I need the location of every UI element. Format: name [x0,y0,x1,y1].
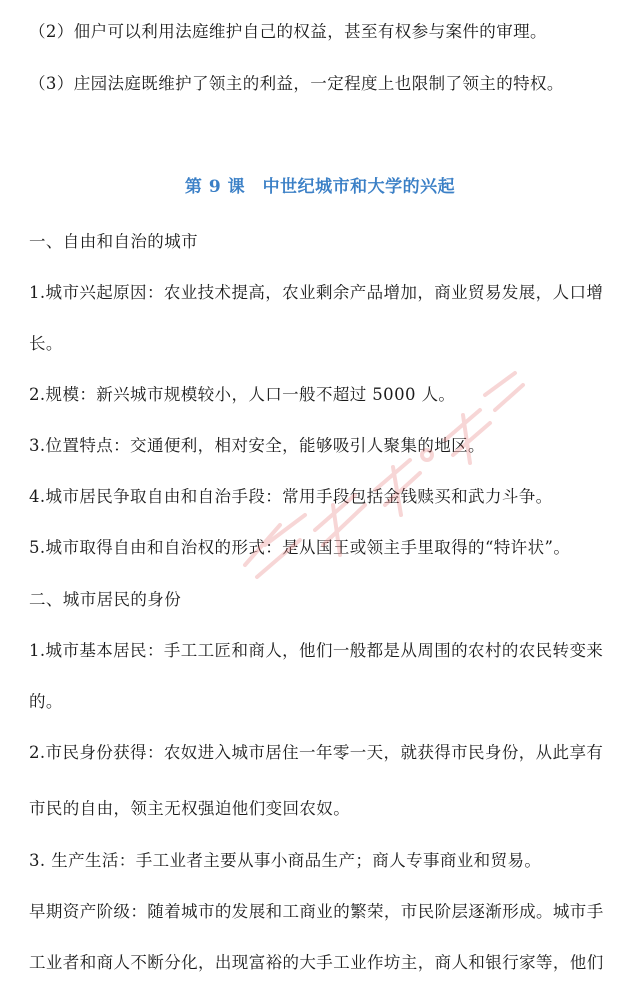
paragraph-line: 4.城市居民争取自由和自治手段：常用手段包括金钱赎买和武力斗争。 [29,487,553,506]
paragraph-line: 2.规模：新兴城市规模较小，人口一般不超过 5000 人。 [29,385,456,404]
section-heading: 二、城市居民的身份 [29,590,182,609]
paragraph-line: 5.城市取得自由和自治权的形式：是从国王或领主手里取得的“特许状”。 [29,538,571,557]
paragraph-line: 长。 [29,334,63,353]
paragraph-line: 3. 生产生活：手工业者主要从事小商品生产；商人专事商业和贸易。 [29,851,542,870]
section-heading: 一、自由和自治的城市 [29,232,198,251]
paragraph-line: 3.位置特点：交通便利，相对安全，能够吸引人聚集的地区。 [29,436,485,455]
paragraph-line: 早期资产阶级：随着城市的发展和工商业的繁荣，市民阶层逐渐形成。城市手 [29,902,604,921]
paragraph-line: 1.城市基本居民：手工工匠和商人，他们一般都是从周围的农村的农民转变来 [29,641,604,660]
paragraph-line: 工业者和商人不断分化，出现富裕的大手工业作坊主，商人和银行家等，他们 [29,953,604,972]
paragraph-line: 2.市民身份获得：农奴进入城市居住一年零一天，就获得市民身份，从此享有 [29,743,604,762]
paragraph-line: （2）佃户可以利用法庭维护自己的权益，甚至有权参与案件的审理。 [29,22,547,41]
paragraph-line: 的。 [29,692,63,711]
paragraph-line: （3）庄园法庭既维护了领主的利益，一定程度上也限制了领主的特权。 [29,74,564,93]
paragraph-line: 1.城市兴起原因：农业技术提高，农业剩余产品增加，商业贸易发展，人口增 [29,283,604,302]
lesson-title: 第 9 课 中世纪城市和大学的兴起 [184,177,456,197]
paragraph-line: 市民的自由，领主无权强迫他们变回农奴。 [29,799,351,818]
